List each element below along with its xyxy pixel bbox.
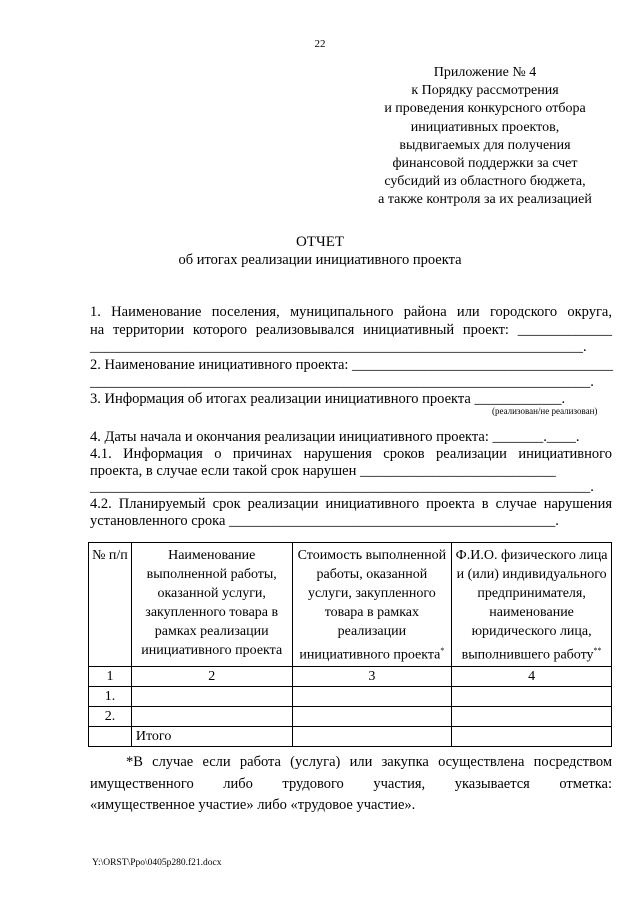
item2-line1: 2. Наименование инициативного проекта: ____________________________________ [90,357,614,373]
item2-line2: _____________________________________________________________________. [90,374,594,390]
total-row [89,726,612,746]
item41-line3: _____________________________________________________________________. [90,479,594,495]
header-contractor-mark: ** [593,646,602,655]
appendix-line: Приложение № 4 [433,65,537,80]
total-empty-cell [89,726,132,746]
row-contractor [452,686,612,706]
total-cost [292,726,452,746]
appendix-line: выдвигаемых для получения [399,137,571,153]
appendix-line: инициативных проектов, [410,119,560,135]
header-work-name: Наименование выполненной работы, оказанной услуги, закупленного товара в рамках реализации инициативного проекта [131,543,292,667]
total-label: Итого [131,726,292,746]
header-contractor-text: Ф.И.О. физического лица и (или) индивидуального предпринимателя, наименование юридического лица, выполнившего работу [455,548,608,663]
header-number: № п/п [89,543,132,667]
row-number: 2. [89,706,132,726]
column-number: 2 [131,666,292,686]
item41-line2: проекта, в случае если такой срок нарушен ___________________________ [90,463,556,479]
footnote [90,752,612,817]
item1-line2: на территории которого реализовывался инициативный проект: _____________ [90,322,612,338]
column-number-row [89,666,612,686]
appendix-line: а также контроля за их реализацией [378,192,592,208]
header-cost [292,543,452,667]
table-row [89,686,612,706]
report-table [88,542,612,747]
appendix-line: субсидий из областного бюджета, [384,174,586,190]
item3-line1: 3. Информация об итогах реализации инициативного проекта ____________. [90,391,566,407]
report-title: ОТЧЕТ [295,234,345,250]
table-header-row [89,543,612,667]
footnote-line1: *В случае если работа (услуга) или закупка осуществлена посредством [126,754,612,770]
row-name [131,686,292,706]
column-number: 1 [89,666,132,686]
header-cost-text: Стоимость выполненной работы, оказанной услуги, закупленного товара в рамках реализации инициативного проекта [297,548,447,663]
column-number: 3 [292,666,452,686]
row-contractor [452,706,612,726]
column-number: 4 [452,666,612,686]
item41-line1: 4.1. Информация о причинах нарушения сроков реализации инициативного [90,446,612,462]
appendix-header [360,64,610,210]
row-number: 1. [89,686,132,706]
footnote-line2: имущественного либо трудового участия, указывается отметка: [90,775,612,792]
appendix-line: к Порядку рассмотрения [411,83,559,99]
total-contractor [452,726,612,746]
item4-line1: 4. Даты начала и окончания реализации инициативного проекта: _______.____. [90,429,580,445]
page-number: 22 [314,38,326,50]
table-row [89,706,612,726]
appendix-line: и проведения конкурсного отбора [384,101,586,117]
item42-line1: 4.2. Планируемый срок реализации инициативного проекта в случае нарушения [90,496,612,512]
file-path: Y:\ORST\Ppo\0405p280.f21.docx [92,858,222,868]
item3-hint: (реализован/не реализован) [492,406,598,416]
row-cost [292,686,452,706]
appendix-line: финансовой поддержки за счет [392,156,578,172]
item42-line2: установленного срока _____________________________________________. [90,513,559,529]
footnote-line3: «имущественное участие» либо «трудовое участие». [90,797,416,813]
item1-line1: 1. Наименование поселения, муниципального района или городского округа, [90,304,612,320]
row-cost [292,706,452,726]
header-cost-mark: * [440,646,445,655]
item1-line3: ____________________________________________________________________. [90,339,587,355]
header-contractor [452,543,612,667]
report-subtitle: об итогах реализации инициативного проекта [178,252,462,268]
row-name [131,706,292,726]
